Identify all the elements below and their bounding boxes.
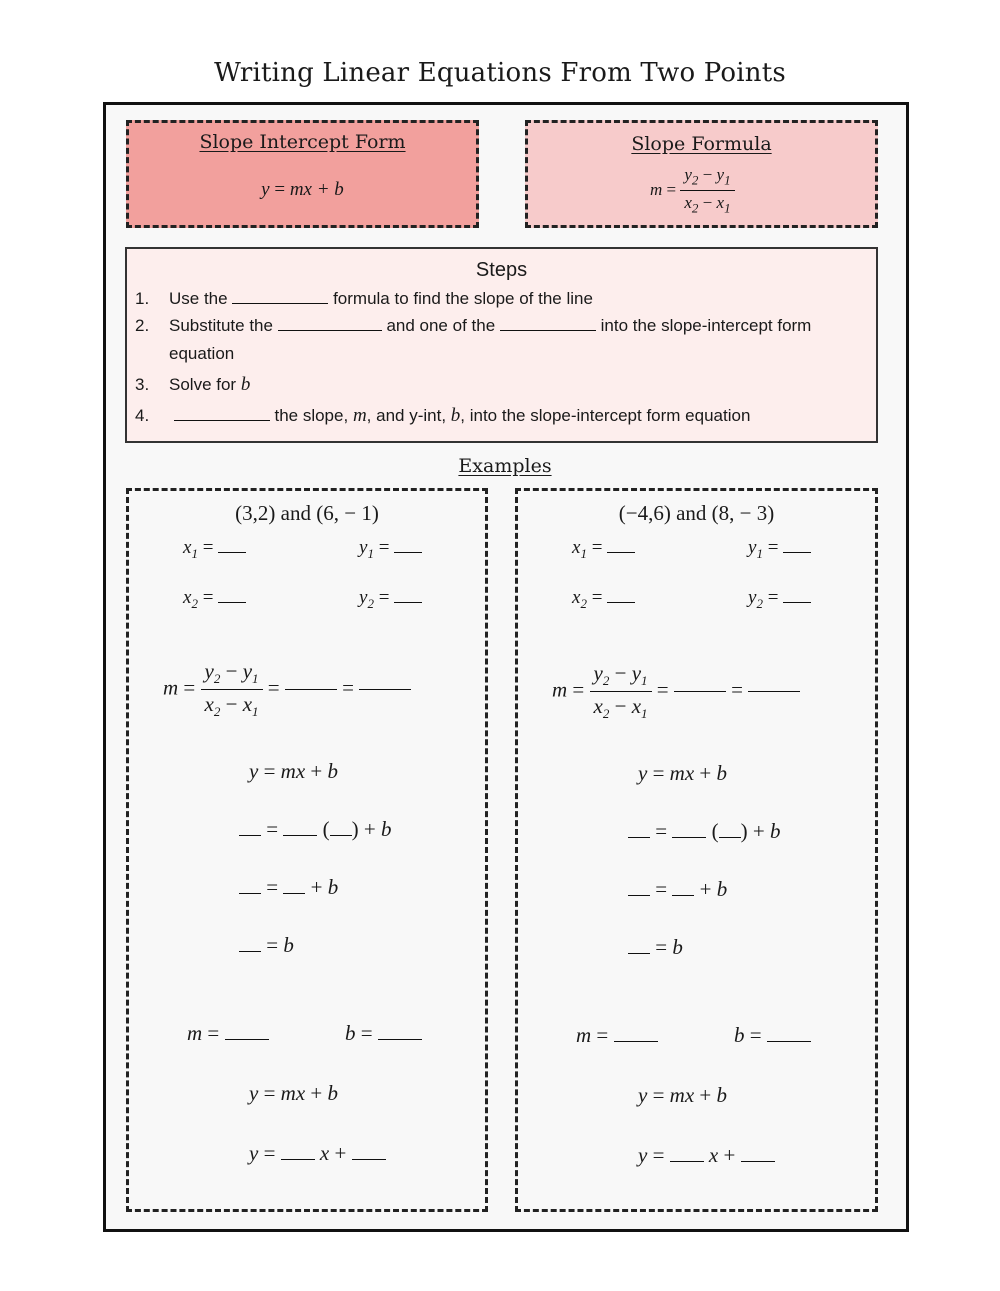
steps-box [125, 247, 878, 443]
example-2: (−4,6) and (8, − 3) $x_1$ = $y_1$ = $x_2$ = $y_2$ = m = $\frac{y_2 - y_1}{x_2 - x_1}$ = = y = mx + b = ( ) + b = + b = b m = b = y = mx + b y = x + [515, 488, 878, 1212]
steps-heading: Steps [475, 259, 528, 281]
examples-heading: Examples [458, 455, 552, 477]
step-4: 4. the slope, m, and y-int, b, into the slope-intercept form equation [135, 405, 751, 426]
slope-intercept-heading: Slope Intercept Form [199, 131, 406, 153]
example-1: (3,2) and (6, − 1) $x_1$ = $y_1$ = $x_2$ = $y_2$ = m = $\frac{y_2 - y_1}{x_2 - x_1}$ = = y = mx + b = ( ) + b = + b = b m = b = y = mx + b y = x + [126, 488, 488, 1212]
step-2: 2. Substitute the and one of the into the slope-intercept form [135, 316, 812, 335]
eq-lhs: y [261, 179, 270, 200]
slope-formula-equation: m = $\frac{y_2 - y_1}{x_2 - x_1}$ [650, 165, 735, 217]
blank [232, 303, 328, 304]
slope-symbol: m [650, 179, 663, 199]
slope-intercept-equation: y = mx + b [261, 179, 344, 200]
slope-formula-heading: Slope Formula [631, 133, 772, 155]
slope-calc: m = $\frac{y_2 - y_1}{x_2 - x_1}$ = = [163, 659, 411, 720]
slope-calc: m = $\frac{y_2 - y_1}{x_2 - x_1}$ = = [552, 661, 800, 722]
eq-rhs: mx + b [289, 179, 344, 200]
step-1: 1. Use the formula to find the slope of the line [135, 289, 593, 308]
step-3: 3. Solve for b [135, 374, 251, 395]
blank [500, 330, 596, 331]
slope-intercept-box [126, 120, 479, 228]
blank [174, 420, 270, 421]
page-title: Writing Linear Equations From Two Points [214, 58, 786, 88]
example-points: (3,2) and (6, − 1) [235, 501, 379, 525]
example-points: (−4,6) and (8, − 3) [618, 501, 775, 525]
slope-formula-box [525, 120, 878, 228]
blank [278, 330, 382, 331]
step-2-cont: equation [169, 344, 235, 363]
